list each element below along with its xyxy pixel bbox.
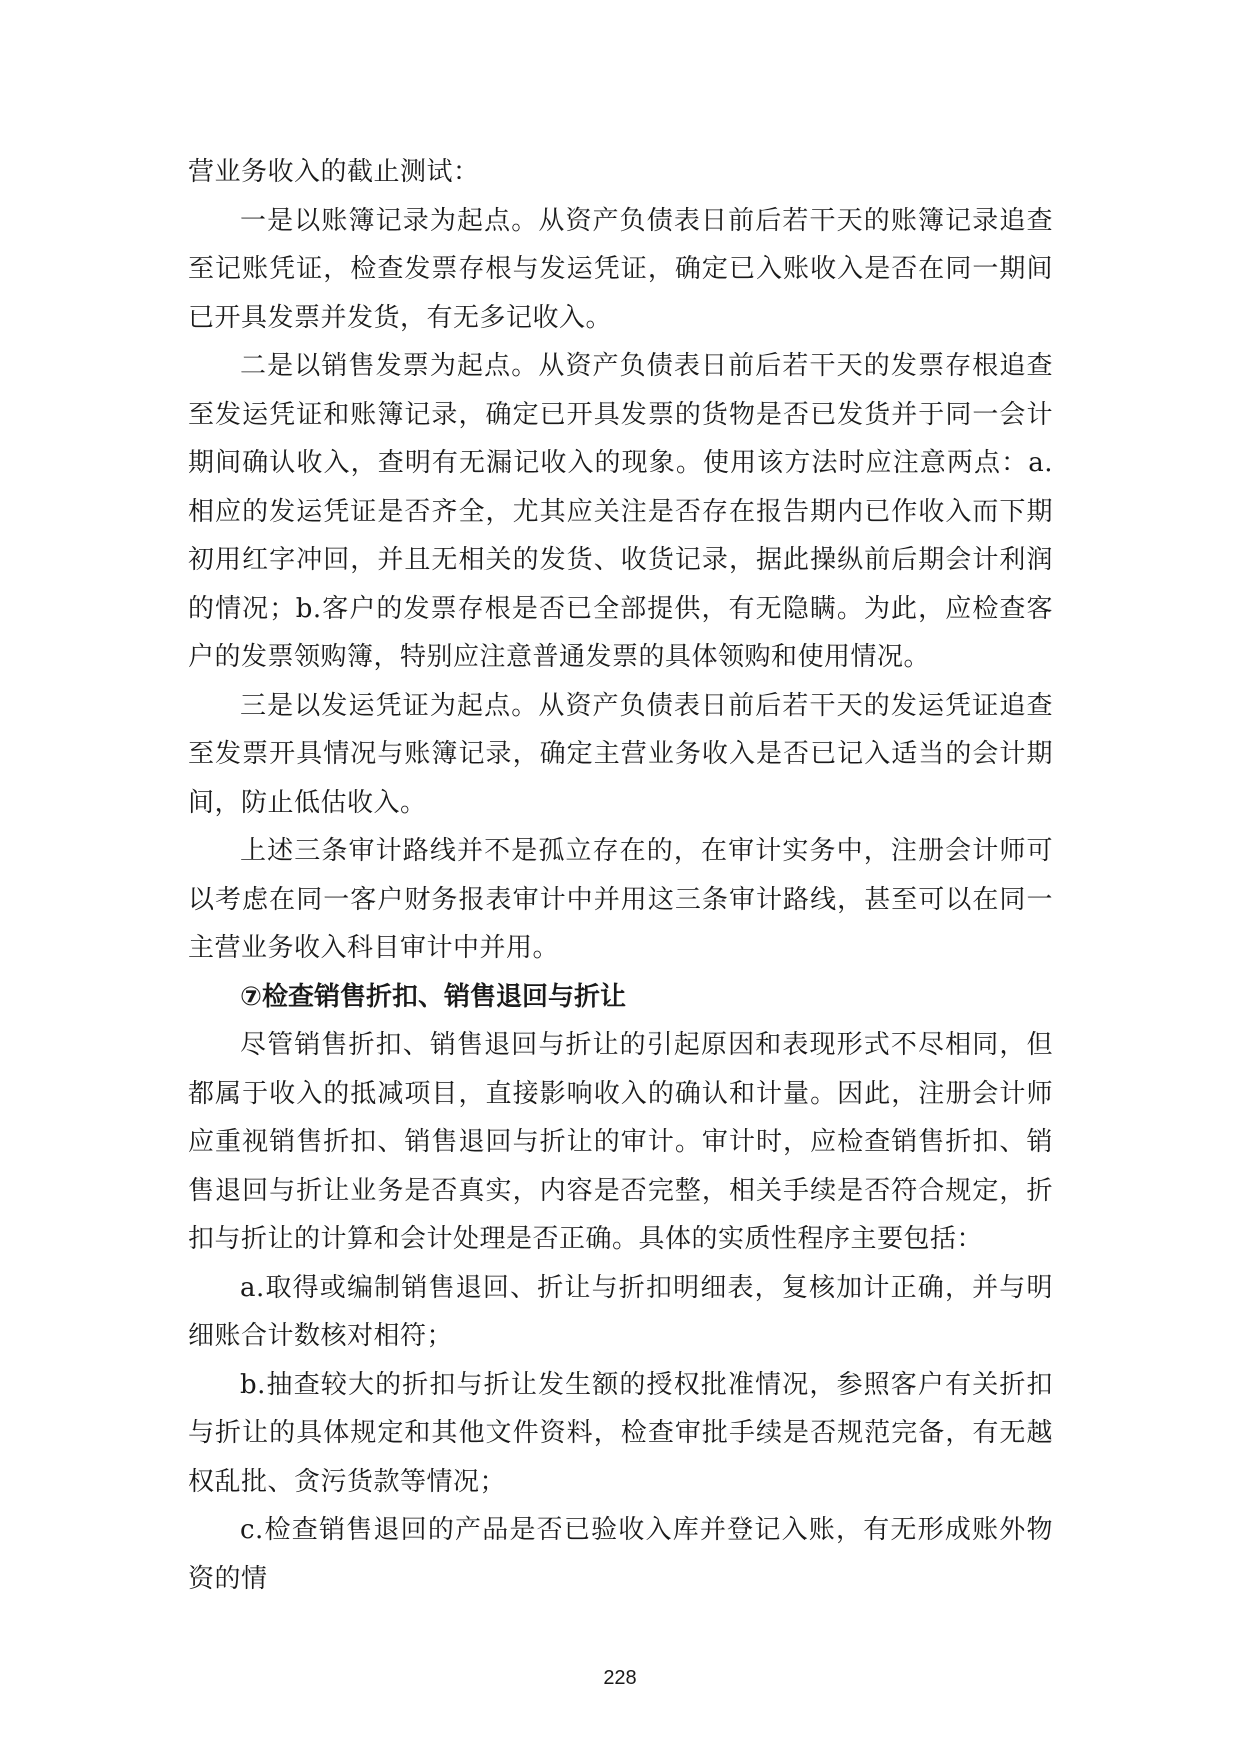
paragraph-route-two: 二是以销售发票为起点。从资产负债表日前后若干天的发票存根追查至发运凭证和账簿记录，确定已开具发票的货物是否已发货并于同一会计期间确认收入，查明有无漏记收入的现象。使用该方法时应注意两点：a.相应的发运凭证是否齐全，尤其应关注是否存在报告期内已作收入而下期初用红字冲回，并且无相关的发货、收货记录，据此操纵前后期会计利润的情况；b.客户的发票存根是否已全部提供，有无隐瞒。为此，应检查客户的发票领购簿，特别应注意普通发票的具体领购和使用情况。 <box>188 351 1053 672</box>
paragraph-continuation: 营业务收入的截止测试： <box>188 157 480 187</box>
page-body <box>188 148 1053 1603</box>
page-number: 228 <box>603 1667 637 1689</box>
paragraph-route-three: 三是以发运凭证为起点。从资产负债表日前后若干天的发运凭证追查至发票开具情况与账簿记录，确定主营业务收入是否已记入适当的会计期间，防止低估收入。 <box>188 690 1053 818</box>
paragraph-summary: 上述三条审计路线并不是孤立存在的，在审计实务中，注册会计师可以考虑在同一客户财务报表审计中并用这三条审计路线，甚至可以在同一主营业务收入科目审计中并用。 <box>188 836 1053 963</box>
paragraph-discount-intro: 尽管销售折扣、销售退回与折让的引起原因和表现形式不尽相同，但都属于收入的抵减项目，直接影响收入的确认和计量。因此，注册会计师应重视销售折扣、销售退回与折让的审计。审计时，应检查销售折扣、销售退回与折让业务是否真实，内容是否完整，相关手续是否符合规定，折扣与折让的计算和会计处理是否正确。具体的实质性程序主要包括： <box>188 1030 1053 1254</box>
section-heading: ⑦检查销售折扣、销售退回与折让 <box>240 981 627 1012</box>
paragraph-route-one: 一是以账簿记录为起点。从资产负债表日前后若干天的账簿记录追查至记账凭证，检查发票存根与发运凭证，确定已入账收入是否在同一期间已开具发票并发货，有无多记收入。 <box>188 205 1053 333</box>
paragraph-item-a: a.取得或编制销售退回、折让与折扣明细表，复核加计正确，并与明细账合计数核对相符； <box>188 1272 1053 1351</box>
paragraph-item-b: b.抽查较大的折扣与折让发生额的授权批准情况，参照客户有关折扣与折让的具体规定和其他文件资料，检查审批手续是否规范完备，有无越权乱批、贪污货款等情况； <box>188 1369 1053 1497</box>
paragraph-item-c: c.检查销售退回的产品是否已验收入库并登记入账，有无形成账外物资的情 <box>188 1515 1053 1594</box>
